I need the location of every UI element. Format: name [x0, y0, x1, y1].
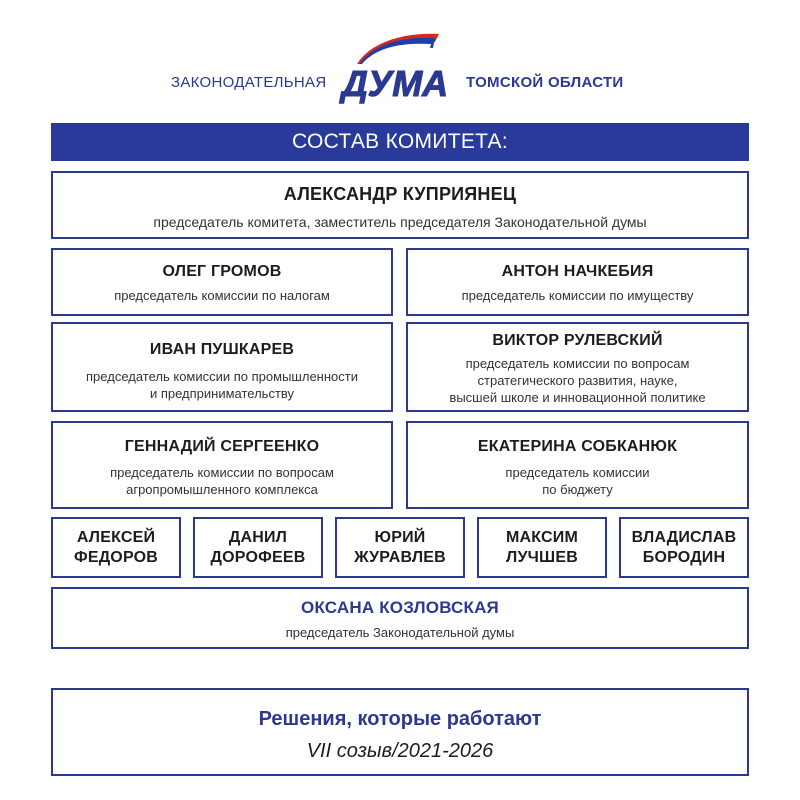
- other-member-card: [51, 517, 181, 578]
- member-role-line: по бюджету: [542, 482, 613, 497]
- other-member-first-name: ВЛАДИСЛАВ: [631, 528, 737, 546]
- other-member-first-name: МАКСИМ: [505, 528, 579, 546]
- speaker-role: председатель Законодательной думы: [285, 625, 515, 640]
- member-card: [51, 248, 393, 316]
- member-role: [408, 287, 747, 304]
- member-name: АНТОН НАЧКЕБИЯ: [501, 263, 654, 280]
- header-right-text: ТОМСКОЙ ОБЛАСТИ: [466, 74, 624, 91]
- logo-text: ДУМА: [341, 63, 449, 104]
- member-card: [51, 322, 393, 412]
- member-role: [53, 368, 391, 402]
- other-member-first-name: ДАНИЛ: [228, 528, 288, 546]
- committee-banner: [51, 123, 749, 161]
- member-card: [406, 248, 749, 316]
- other-member-first-name: АЛЕКСЕЙ: [76, 528, 156, 546]
- member-name: ИВАН ПУШКАРЕВ: [149, 341, 295, 358]
- banner-title: СОСТАВ КОМИТЕТА:: [291, 130, 508, 153]
- other-member-last-name: БОРОДИН: [642, 548, 726, 566]
- other-member-last-name: ФЕДОРОВ: [73, 548, 159, 566]
- other-member-last-name: ЖУРАВЛЕВ: [354, 548, 446, 566]
- member-role-line: высшей школе и инновационной политике: [449, 390, 706, 405]
- member-role: [408, 464, 747, 498]
- member-role-line: председатель комиссии: [505, 465, 650, 480]
- other-member-first-name: ЮРИЙ: [374, 528, 426, 546]
- speaker-name: ОКСАНА КОЗЛОВСКАЯ: [301, 598, 499, 617]
- member-role: [53, 287, 391, 304]
- other-member-card: [477, 517, 607, 578]
- header-left-text: ЗАКОНОДАТЕЛЬНАЯ: [171, 74, 327, 91]
- member-role: [53, 464, 391, 498]
- footer-card: [51, 688, 749, 776]
- other-member-last-name: ЛУЧШЕВ: [506, 548, 578, 566]
- other-member-last-name: ДОРОФЕЕВ: [210, 548, 306, 566]
- member-role-line: председатель комиссии по имуществу: [461, 288, 694, 303]
- other-member-card: [619, 517, 749, 578]
- other-member-card: [335, 517, 465, 578]
- member-card: [406, 421, 749, 509]
- member-role-line: и предпринимательству: [149, 386, 295, 401]
- duma-logo: [327, 28, 463, 108]
- member-role-line: агропромышленного комплекса: [126, 482, 318, 497]
- member-role-line: председатель комиссии по вопросам: [110, 465, 334, 480]
- member-name: ЕКАТЕРИНА СОБКАНЮК: [477, 438, 678, 455]
- member-name: ГЕННАДИЙ СЕРГЕЕНКО: [124, 438, 320, 455]
- member-role-line: председатель комиссии по вопросам: [465, 356, 690, 371]
- chair-name: АЛЕКСАНДР КУПРИЯНЕЦ: [283, 184, 517, 204]
- member-card: [51, 421, 393, 509]
- member-role-line: председатель комиссии по налогам: [114, 288, 330, 303]
- member-role-line: председатель комиссии по промышленности: [86, 369, 358, 384]
- speaker-card: [51, 587, 749, 649]
- slogan: Решения, которые работают: [258, 708, 542, 730]
- convocation: VII созыв/2021-2026: [306, 740, 494, 762]
- header: [0, 28, 800, 108]
- chair-role: председатель комитета, заместитель председателя Законодательной думы: [153, 214, 647, 230]
- member-name: ОЛЕГ ГРОМОВ: [162, 263, 282, 280]
- chair-card: [51, 171, 749, 239]
- member-card: [406, 322, 749, 412]
- duma-logo-graphic: [327, 28, 463, 108]
- member-role: [408, 355, 747, 406]
- member-role-line: стратегического развития, науке,: [477, 373, 678, 388]
- other-member-card: [193, 517, 323, 578]
- member-name: ВИКТОР РУЛЕВСКИЙ: [492, 332, 663, 349]
